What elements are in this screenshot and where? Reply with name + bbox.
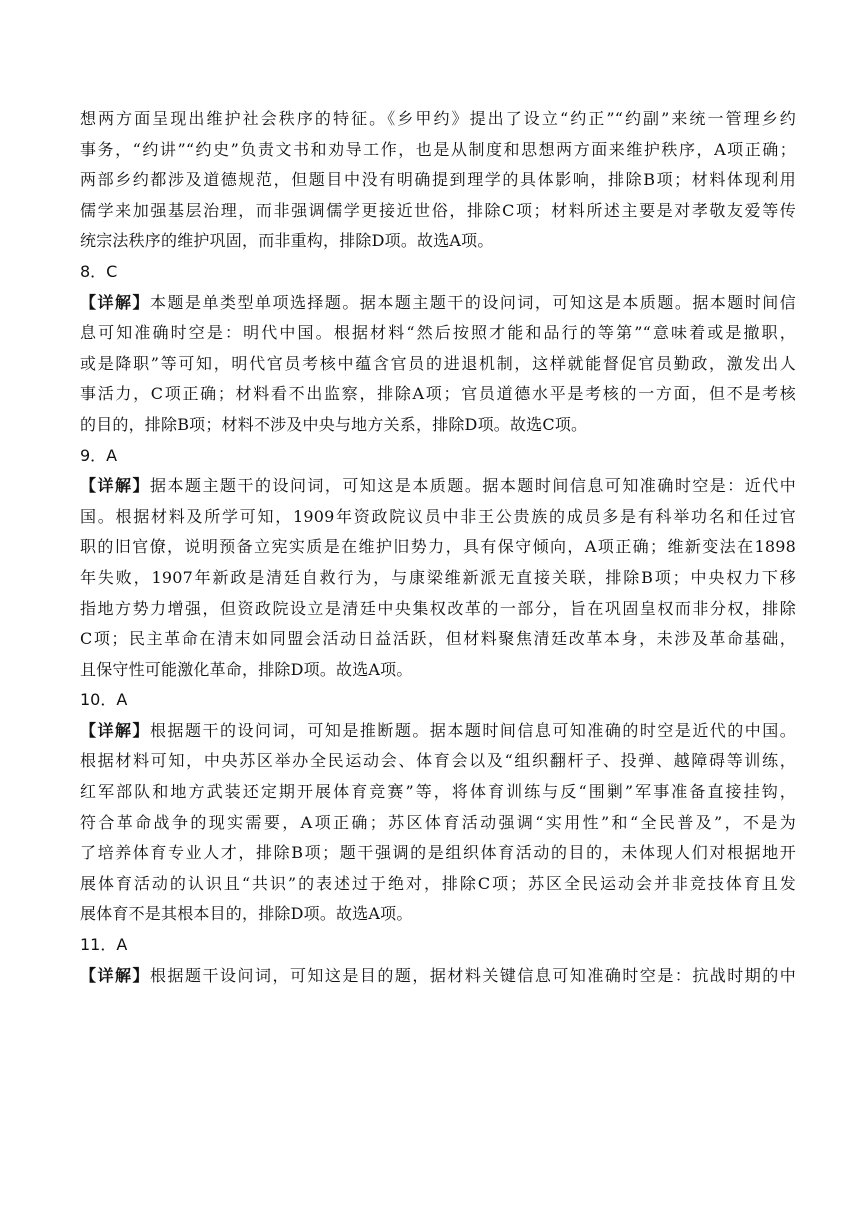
paragraph-line: 儒学来加强基层治理，而非强调儒学更接近世俗，排除C项；材料所述主要是对孝敬友爱等传 [80, 200, 796, 220]
paragraph-line-text: 据本题主题干的设问词，可知这是本质题。据本题时间信息可知准确时空是：近代中 [149, 476, 796, 496]
paragraph-line: C项；民主革命在清末如同盟会活动日益活跃，但材料聚焦清廷改革本身，未涉及革命基础， [80, 629, 796, 649]
document-page [80, 104, 796, 991]
answer-block-7-continuation [80, 104, 796, 257]
paragraph-line: 两部乡约都涉及道德规范，但题目中没有明确提到理学的具体影响，排除B项；材料体现利用 [80, 170, 796, 190]
paragraph-line: 年失败，1907年新政是清廷自救行为，与康梁维新派无直接关联，排除B项；中央权力下移 [80, 567, 796, 587]
paragraph-line: 事务，“约讲”“约史”负责文书和劝导工作，也是从制度和思想两方面来维护秩序，A项正确； [80, 139, 796, 159]
paragraph-line: 根据材料可知，中央苏区举办全民运动会、体育会以及“组织翻杆子、投弹、越障碍等训练， [80, 751, 796, 771]
paragraph-line: 指地方势力增强，但资政院设立是清廷中央集权改革的一部分，旨在巩固皇权而非分权，排除 [80, 598, 796, 618]
paragraph-line: 展体育活动的认识且“共识”的表述过于绝对，排除C项；苏区全民运动会并非竞技体育且发 [80, 873, 796, 893]
paragraph-line: 职的旧官僚，说明预备立宪实质是在维护旧势力，具有保守倾向，A项正确；维新变法在1898 [80, 537, 796, 557]
paragraph-line: 国。根据材料及所学可知，1909年资政院议员中非王公贵族的成员多是有科举功名和任过官 [80, 506, 796, 526]
paragraph-line: 或是降职”等可知，明代官员考核中蕴含官员的进退机制，这样就能督促官员勤政，激发出人 [80, 353, 796, 373]
paragraph-line: 了培养体育专业人才，排除B项；题干强调的是组织体育活动的目的，未体现人们对根据地开 [80, 843, 796, 863]
paragraph-line: 息可知准确时空是：明代中国。根据材料“然后按照才能和品行的等第”“意味着或是撤职， [80, 323, 796, 343]
paragraph-line: 符合革命战争的现实需要，A项正确；苏区体育活动强调“实用性”和“全民普及”，不是为 [80, 812, 796, 832]
paragraph-line: 红军部队和地方武装还定期开展体育竞赛”等，将体育训练与反“围剿”军事准备直接挂钩， [80, 782, 796, 802]
paragraph-line: 事活力，C项正确；材料看不出监察，排除A项；官员道德水平是考核的一方面，但不是考核 [80, 384, 796, 404]
paragraph-line-text: 本题是单类型单项选择题。据本题主题干的设问词，可知这是本质题。据本题时间信 [149, 292, 796, 312]
paragraph-line: 的目的，排除B项；材料不涉及中央与地方关系，排除D项。故选C项。 [80, 414, 588, 434]
paragraph-line [80, 716, 796, 747]
paragraph-line-text: 根据题干的设问词，可知是推断题。据本题时间信息可知准确的时空是近代的中国。 [149, 720, 796, 740]
detail-tag: 【详解】 [80, 965, 150, 985]
detail-tag: 【详解】 [80, 476, 150, 496]
paragraph-line-text: 根据题干设问词，可知这是目的题，据材料关键信息可知准确时空是：抗战时期的中 [149, 965, 796, 985]
answer-block-9 [80, 441, 796, 686]
paragraph-line [80, 288, 796, 319]
detail-tag: 【详解】 [80, 720, 150, 740]
answer-block-10 [80, 685, 796, 930]
question-number: 11．A [80, 935, 128, 955]
paragraph-line [80, 471, 796, 502]
paragraph-line: 展体育不是其根本目的，排除D项。故选A项。 [80, 904, 413, 924]
paragraph-line: 统宗法秩序的维护巩固，而非重构，排除D项。故选A项。 [80, 231, 494, 251]
question-number: 9．A [80, 445, 118, 465]
question-number: 8．C [80, 261, 118, 281]
answer-block-8 [80, 257, 796, 441]
answer-block-11 [80, 930, 796, 991]
detail-tag: 【详解】 [80, 292, 150, 312]
question-number: 10．A [80, 690, 128, 710]
paragraph-line: 想两方面呈现出维护社会秩序的特征。《乡甲约》提出了设立“约正”“约副”来统一管理乡约 [80, 109, 796, 128]
paragraph-line: 且保守性可能激化革命，排除D项。故选A项。 [80, 659, 413, 679]
paragraph-line [80, 961, 796, 992]
